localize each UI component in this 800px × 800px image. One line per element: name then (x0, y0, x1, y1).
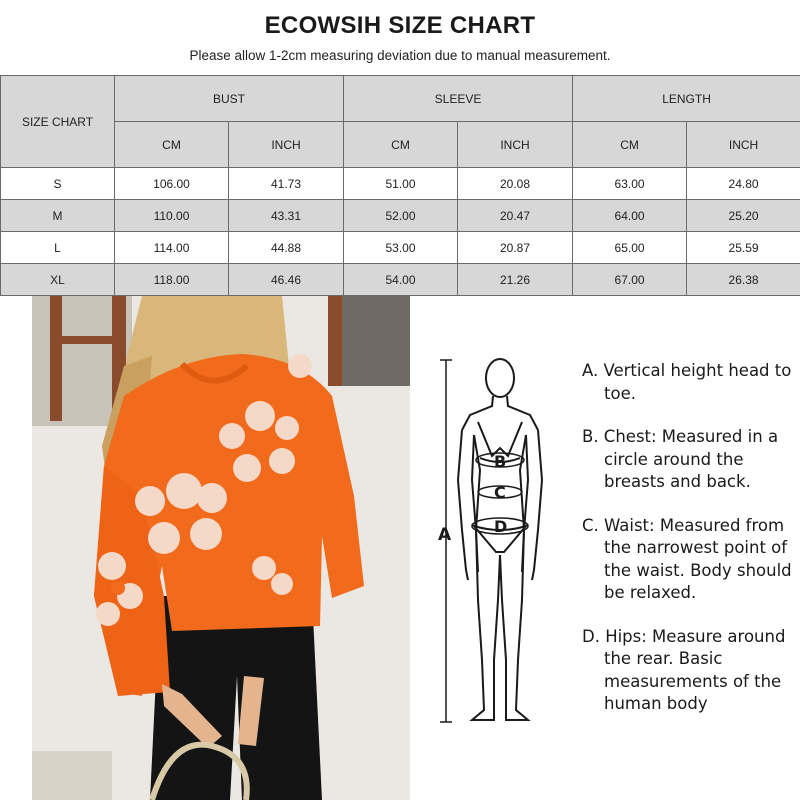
table-cell: 25.20 (687, 200, 800, 232)
table-header-row (1, 76, 800, 122)
body-measurement-diagram (420, 340, 590, 740)
table-cell: 24.80 (687, 168, 800, 200)
note-text: B. Chest: Measured in a circle around the breasts and back. (582, 427, 779, 491)
table-cell: 110.00 (115, 200, 229, 232)
table-row (1, 232, 800, 264)
table-cell: 65.00 (573, 232, 687, 264)
table-cell: 43.31 (229, 200, 344, 232)
sweater-model-image (32, 296, 410, 800)
note-a (582, 360, 798, 405)
table-cell: 20.08 (458, 168, 573, 200)
note-text: A. Vertical height head to toe. (582, 361, 792, 403)
column-group-sleeve: SLEEVE (344, 76, 573, 122)
table-cell: 51.00 (344, 168, 458, 200)
table-cell: 118.00 (115, 264, 229, 296)
table-cell: 25.59 (687, 232, 800, 264)
table-cell: 54.00 (344, 264, 458, 296)
table-cell: 114.00 (115, 232, 229, 264)
diagram-label-a: A (438, 525, 452, 545)
table-cell: 20.87 (458, 232, 573, 264)
table-cell: 64.00 (573, 200, 687, 232)
unit-header: CM (573, 122, 687, 168)
unit-header: CM (344, 122, 458, 168)
table-cell: 53.00 (344, 232, 458, 264)
note-text: C. Waist: Measured from the narrowest point of the waist. Body should be relaxed. (582, 515, 792, 602)
table-cell: 46.46 (229, 264, 344, 296)
table-row (1, 168, 800, 200)
table-cell: 52.00 (344, 200, 458, 232)
human-figure-icon (420, 340, 590, 740)
size-label: L (1, 232, 115, 264)
note-c (582, 515, 798, 605)
table-cell: 41.73 (229, 168, 344, 200)
diagram-label-b: B (494, 452, 507, 471)
unit-header: INCH (458, 122, 573, 168)
measurement-notes (582, 360, 798, 737)
size-label: S (1, 168, 115, 200)
diagram-label-d: D (494, 517, 508, 536)
page-subtitle: Please allow 1-2cm measuring deviation due to manual measurement. (189, 48, 611, 63)
table-cell: 63.00 (573, 168, 687, 200)
note-text: D. Hips: Measure around the rear. Basic measurements of the human body (582, 626, 786, 713)
size-label: M (1, 200, 115, 232)
table-cell: 21.26 (458, 264, 573, 296)
table-cell: 106.00 (115, 168, 229, 200)
size-table (0, 75, 800, 296)
table-unit-row (1, 122, 800, 168)
note-d (582, 626, 798, 716)
unit-header: INCH (229, 122, 344, 168)
unit-header: INCH (687, 122, 800, 168)
size-label: XL (1, 264, 115, 296)
table-cell: 67.00 (573, 264, 687, 296)
page-title: ECOWSIH SIZE CHART (264, 12, 536, 39)
table-cell: 20.47 (458, 200, 573, 232)
column-group-length: LENGTH (573, 76, 800, 122)
table-corner-label: SIZE CHART (1, 76, 115, 168)
table-row (1, 200, 800, 232)
table-cell: 44.88 (229, 232, 344, 264)
unit-header: CM (115, 122, 229, 168)
column-group-bust: BUST (115, 76, 344, 122)
table-cell: 26.38 (687, 264, 800, 296)
note-b (582, 426, 798, 494)
product-photo (32, 296, 410, 800)
table-row (1, 264, 800, 296)
diagram-label-c: C (494, 483, 506, 502)
